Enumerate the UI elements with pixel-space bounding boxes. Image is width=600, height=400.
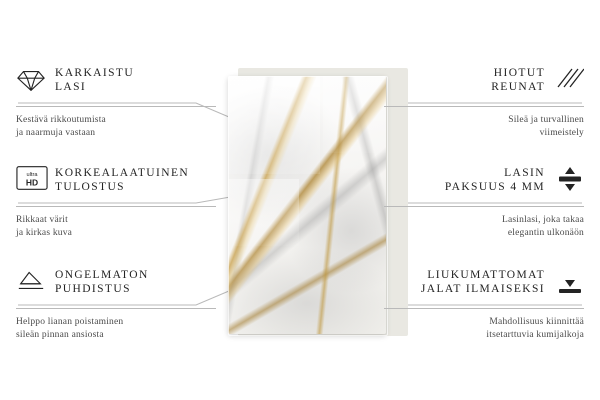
divider bbox=[16, 308, 216, 309]
feature-description: Helppo lianan poistaminen sileän pinnan ansiosta bbox=[16, 317, 124, 340]
feature-ground-edges bbox=[384, 60, 584, 140]
feature-title: HIOTUT REUNAT bbox=[491, 67, 545, 93]
ultra-hd-icon bbox=[16, 165, 46, 195]
feature-title: LIUKUMATTOMAT JALAT ILMAISEKSI bbox=[420, 269, 545, 295]
feature-description: Rikkaat värit ja kirkas kuva bbox=[16, 215, 73, 238]
feature-title: ONGELMATON PUHDISTUS bbox=[55, 269, 149, 295]
reflection-pane bbox=[323, 76, 386, 153]
svg-text:HD: HD bbox=[25, 177, 39, 188]
non-slip-feet-icon bbox=[554, 267, 584, 297]
feature-high-quality-print bbox=[16, 160, 216, 240]
product-image bbox=[228, 62, 403, 337]
feature-easy-cleaning bbox=[16, 262, 216, 342]
sponge-wipe-icon bbox=[16, 267, 46, 297]
feature-tempered-glass bbox=[16, 60, 216, 140]
glass-glare bbox=[228, 76, 328, 334]
feature-description: Mahdollisuus kiinnittää itsetarttuvia kumijalkoja bbox=[486, 317, 584, 340]
divider bbox=[16, 106, 216, 107]
feature-non-slip-feet bbox=[384, 262, 584, 342]
divider bbox=[384, 206, 584, 207]
thickness-arrows-icon bbox=[554, 165, 584, 195]
feature-title: KORKEALAATUINEN TULOSTUS bbox=[55, 167, 190, 193]
divider bbox=[16, 206, 216, 207]
divider bbox=[384, 106, 584, 107]
svg-text:ultra: ultra bbox=[26, 172, 38, 179]
feature-glass-thickness bbox=[384, 160, 584, 240]
diamond-icon bbox=[16, 65, 46, 95]
feature-description: Kestävä rikkoutumista ja naarmuja vastaan bbox=[16, 115, 106, 138]
feature-title: KARKAISTU LASI bbox=[55, 67, 135, 93]
feature-description: Lasinlasi, joka takaa elegantin ulkonäön bbox=[501, 215, 584, 238]
marble-board bbox=[228, 76, 386, 334]
ground-edges-icon bbox=[554, 65, 584, 95]
feature-title: LASIN PAKSUUS 4 MM bbox=[444, 167, 545, 193]
divider bbox=[384, 308, 584, 309]
feature-description: Sileä ja turvallinen viimeistely bbox=[508, 115, 584, 138]
